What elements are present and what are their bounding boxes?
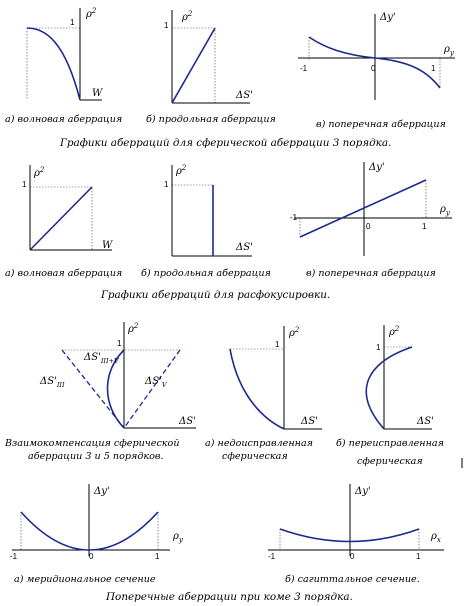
r2a-tick-1: 1 bbox=[22, 180, 27, 189]
r4a-tick-0: 0 bbox=[89, 552, 94, 561]
r3-over-corrected-plot bbox=[366, 325, 434, 429]
r1a-x-axis-label: W bbox=[92, 88, 103, 99]
r1-transverse-plot bbox=[298, 12, 455, 100]
r4-caption-sagittal: б) сагиттальное сечение. bbox=[285, 574, 420, 585]
r3-caption-left-1: Взаимокомпенсация сферической bbox=[5, 438, 180, 449]
r2b-tick-1: 1 bbox=[164, 180, 169, 189]
r3c-y-axis-label: $\rho^2$ bbox=[389, 325, 400, 338]
r3-caption-mid-1: а) недоисправленная bbox=[205, 438, 314, 449]
r3a-y-axis-label: $\rho^2$ bbox=[128, 322, 139, 335]
r1c-tick-0: 0 bbox=[371, 64, 376, 73]
r2-transverse-plot bbox=[290, 162, 452, 256]
r4b-x-axis-label: $\rho_x$ bbox=[431, 531, 441, 544]
r4-sagittal-plot bbox=[268, 484, 444, 561]
r2-caption-transverse: в) поперечная аберрация bbox=[306, 268, 436, 279]
r2a-curve bbox=[30, 187, 92, 250]
r3a-curve-fifth-order bbox=[124, 350, 180, 428]
r3-compensation-plot bbox=[39, 322, 196, 428]
r3a-tick-1: 1 bbox=[117, 339, 122, 348]
r4a-y-axis-label: Δy' bbox=[94, 486, 110, 497]
r1a-axes bbox=[80, 8, 102, 100]
r1c-axes bbox=[298, 14, 455, 100]
r3-under-corrected-plot bbox=[230, 326, 322, 429]
r3-caption-right-2: сферическая bbox=[357, 456, 423, 467]
r3a-x-axis-label: ΔS' bbox=[179, 416, 196, 427]
r3a-label-fifth: $\Delta S'_V$ bbox=[145, 376, 167, 389]
r2c-tick-0: 0 bbox=[366, 222, 371, 231]
r3c-x-axis-label: ΔS' bbox=[417, 416, 434, 427]
r3c-axes bbox=[384, 325, 432, 429]
r2b-y-axis-label: $\rho^2$ bbox=[176, 164, 187, 177]
r1a-curve bbox=[27, 28, 80, 100]
r2c-curve bbox=[300, 180, 426, 237]
r4b-tick-0: 0 bbox=[350, 552, 355, 561]
r3b-x-axis-label: ΔS' bbox=[301, 416, 318, 427]
r3-caption-mid-2: сферическая bbox=[222, 451, 288, 462]
r4a-tick-1: 1 bbox=[155, 552, 160, 561]
r3b-tick-1: 1 bbox=[275, 340, 280, 349]
r2c-tick-minus1: -1 bbox=[290, 213, 298, 222]
r3c-curve bbox=[366, 347, 412, 429]
r3-caption-right-1: б) переисправленная bbox=[336, 438, 444, 449]
r3b-y-axis-label: $\rho^2$ bbox=[289, 326, 300, 339]
r1c-y-axis-label: Δy' bbox=[380, 12, 396, 23]
r2c-tick-1: 1 bbox=[422, 222, 427, 231]
r4b-y-axis-label: Δy' bbox=[355, 486, 371, 497]
r1a-guides bbox=[27, 28, 80, 100]
r1c-x-axis-label: $\rho_y$ bbox=[444, 44, 454, 57]
r1a-y-axis-label: $\rho^2$ bbox=[86, 7, 97, 20]
r2a-y-axis-label: $\rho^2$ bbox=[34, 166, 45, 179]
r3a-label-combined: $\Delta S'_{III+V}$ bbox=[84, 352, 119, 365]
r2c-x-axis-label: $\rho_y$ bbox=[440, 204, 450, 217]
r3b-curve bbox=[230, 349, 284, 429]
r1a-tick-1: 1 bbox=[70, 18, 75, 27]
r1-longitudinal-plot bbox=[164, 10, 253, 103]
r2-caption-wave: а) волновая аберрация bbox=[5, 268, 123, 279]
r1b-y-axis-label: $\rho^2$ bbox=[182, 10, 193, 23]
r3-caption-left-2: аберрации 3 и 5 порядков. bbox=[28, 451, 164, 462]
r4b-tick-1: 1 bbox=[416, 552, 421, 561]
r3b-axes bbox=[284, 326, 322, 429]
r2-longitudinal-plot bbox=[164, 164, 253, 256]
r2a-x-axis-label: W bbox=[102, 240, 113, 251]
r4a-x-axis-label: $\rho_y$ bbox=[173, 531, 183, 544]
r1-caption-longitudinal: б) продольная аберрация bbox=[146, 114, 276, 125]
r4-caption-meridional: а) меридиональное сечение bbox=[14, 574, 156, 585]
r2c-y-axis-label: Δy' bbox=[369, 162, 385, 173]
r2-wave-plot bbox=[22, 165, 113, 251]
r1b-curve bbox=[172, 28, 215, 103]
r4-meridional-plot bbox=[10, 484, 184, 561]
r2-caption-longitudinal: б) продольная аберрация bbox=[141, 268, 271, 279]
r3c-tick-1: 1 bbox=[376, 343, 381, 352]
r1-wave-plot bbox=[27, 7, 103, 100]
r4-title: Поперечные аберрации при коме 3 порядка. bbox=[106, 591, 353, 603]
r1b-tick-1: 1 bbox=[164, 21, 169, 30]
r1-caption-wave: а) волновая аберрация bbox=[5, 114, 123, 125]
r1c-tick-minus1: -1 bbox=[300, 64, 308, 73]
r4a-axes bbox=[12, 484, 170, 556]
r4a-tick-minus1: -1 bbox=[10, 552, 18, 561]
r4b-tick-minus1: -1 bbox=[268, 552, 276, 561]
r1b-x-axis-label: ΔS' bbox=[236, 90, 253, 101]
r1-title: Графики аберраций для сферической аберрации 3 порядка. bbox=[60, 137, 392, 149]
r1c-tick-1: 1 bbox=[431, 64, 436, 73]
r2b-x-axis-label: ΔS' bbox=[236, 242, 253, 253]
r2c-axes bbox=[294, 162, 452, 256]
r1-caption-transverse: в) поперечная аберрация bbox=[316, 119, 446, 130]
r2-title: Графики аберраций для расфокусировки. bbox=[101, 289, 331, 301]
r3a-label-third: $\Delta S'_{III}$ bbox=[40, 376, 65, 389]
